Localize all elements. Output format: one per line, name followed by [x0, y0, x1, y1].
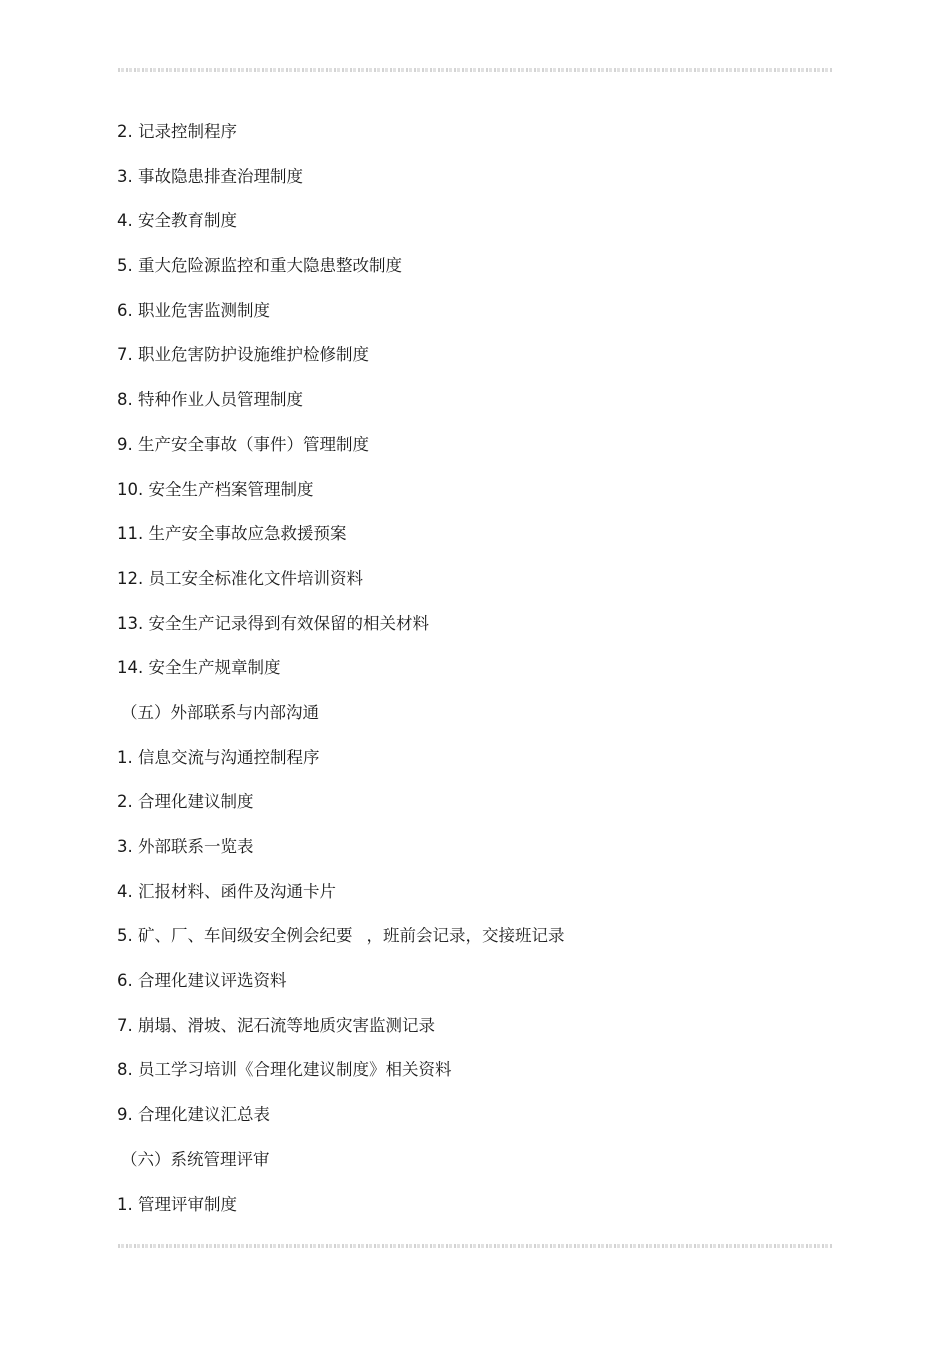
list-item: 2. 记录控制程序	[117, 122, 237, 141]
footer-rule	[118, 1244, 832, 1248]
list-item: 2. 合理化建议制度	[117, 792, 254, 812]
section-heading: （五）外部联系与内部沟通	[121, 702, 319, 722]
list-item-text: 5. 矿、厂、车间级安全例会纪要	[117, 926, 353, 946]
list-item: 4. 汇报材料、函件及沟通卡片	[117, 881, 336, 901]
section-heading: （六）系统管理评审	[121, 1149, 270, 1169]
list-item: 1. 信息交流与沟通控制程序	[117, 747, 320, 767]
list-item: 7. 职业危害防护设施维护检修制度	[117, 345, 369, 365]
list-item: 8. 员工学习培训《合理化建议制度》相关资料	[117, 1060, 452, 1080]
list-item: 12. 员工安全标准化文件培训资料	[117, 568, 363, 588]
list-item	[117, 922, 837, 967]
document-body	[117, 118, 837, 1235]
list-item: 7. 崩塌、滑坡、泥石流等地质灾害监测记录	[117, 1015, 435, 1035]
header-rule	[118, 68, 832, 72]
list-item: 13. 安全生产记录得到有效保留的相关材料	[117, 613, 429, 633]
list-item: 4. 安全教育制度	[117, 211, 237, 231]
list-item: 3. 事故隐患排查治理制度	[117, 166, 303, 186]
list-item: 8. 特种作业人员管理制度	[117, 390, 303, 410]
list-item: 1. 管理评审制度	[117, 1194, 237, 1214]
list-item: 9. 生产安全事故（事件）管理制度	[117, 434, 369, 454]
list-item-text-continued: ，班前会记录，交接班记录	[366, 926, 565, 946]
list-item: 3. 外部联系一览表	[117, 837, 254, 856]
list-item: 11. 生产安全事故应急救援预案	[117, 524, 347, 544]
list-item: 5. 重大危险源监控和重大隐患整改制度	[117, 256, 402, 276]
list-item: 9. 合理化建议汇总表	[117, 1105, 270, 1125]
list-item: 6. 职业危害监测制度	[117, 300, 270, 320]
list-item: 10. 安全生产档案管理制度	[117, 479, 314, 499]
list-item: 14. 安全生产规章制度	[117, 658, 281, 678]
list-item: 6. 合理化建议评选资料	[117, 971, 287, 991]
